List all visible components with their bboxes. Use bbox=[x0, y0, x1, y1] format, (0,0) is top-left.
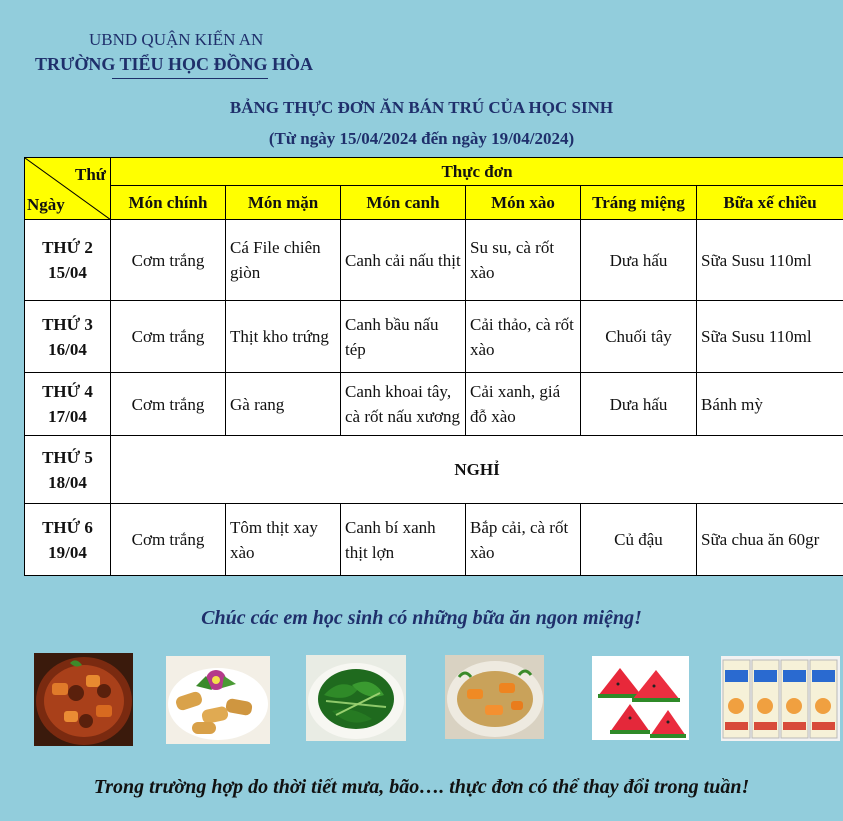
menu-cell: Sữa chua ăn 60gr bbox=[697, 504, 843, 576]
menu-cell: Cá File chiên giòn bbox=[226, 220, 341, 301]
col-header-dessert: Tráng miệng bbox=[581, 186, 697, 220]
table-row bbox=[25, 220, 843, 301]
menu-cell: Cơm trắng bbox=[111, 373, 226, 436]
stir-fried-greens-photo bbox=[306, 655, 406, 741]
school-name: TRƯỜNG TIỂU HỌC ĐỒNG HÒA bbox=[35, 54, 314, 74]
soup-photo bbox=[445, 655, 544, 739]
date-range: (Từ ngày 15/04/2024 đến ngày 19/04/2024) bbox=[268, 129, 575, 148]
menu-cell: Cơm trắng bbox=[111, 220, 226, 301]
menu-cell: Cải thảo, cà rốt xào bbox=[466, 301, 581, 373]
col-header-savory: Món mặn bbox=[226, 186, 341, 220]
beef-stew-photo bbox=[34, 653, 133, 746]
change-notice: Trong trường hợp do thời tiết mưa, bão…. thực đơn có thể thay đổi trong tuần! bbox=[93, 776, 750, 798]
menu-cell: Sữa Susu 110ml bbox=[697, 220, 843, 301]
menu-cell: Củ đậu bbox=[581, 504, 697, 576]
day-cell: THỨ 5 18/04 bbox=[25, 436, 111, 504]
wish-message: Chúc các em học sinh có những bữa ăn ngon miệng! bbox=[201, 607, 642, 629]
day-cell: THỨ 4 17/04 bbox=[25, 373, 111, 436]
menu-cell: Cải xanh, giá đỗ xào bbox=[466, 373, 581, 436]
school-underline bbox=[112, 78, 268, 79]
menu-cell: Cơm trắng bbox=[111, 301, 226, 373]
day-cell: THỨ 6 19/04 bbox=[25, 504, 111, 576]
table-row bbox=[25, 373, 843, 436]
table-row bbox=[25, 504, 843, 576]
col-header-main: Món chính bbox=[111, 186, 226, 220]
menu-cell: Canh bầu nấu tép bbox=[341, 301, 466, 373]
table-row bbox=[25, 301, 843, 373]
menu-cell: Su su, cà rốt xào bbox=[466, 220, 581, 301]
fried-fish-photo bbox=[166, 656, 270, 744]
menu-cell: Canh bí xanh thịt lợn bbox=[341, 504, 466, 576]
menu-cell: Dưa hấu bbox=[581, 373, 697, 436]
menu-cell: Canh cải nấu thịt bbox=[341, 220, 466, 301]
corner-weekday-label: Thứ bbox=[75, 165, 106, 184]
milk-boxes-photo bbox=[721, 656, 840, 741]
day-cell: THỨ 2 15/04 bbox=[25, 220, 111, 301]
menu-cell: Canh khoai tây, cà rốt nấu xương bbox=[341, 373, 466, 436]
menu-table bbox=[24, 157, 843, 576]
col-header-afternoon: Bữa xế chiều bbox=[697, 186, 843, 220]
day-off-cell: NGHỈ bbox=[111, 436, 843, 504]
corner-cell bbox=[25, 158, 111, 220]
menu-cell: Cơm trắng bbox=[111, 504, 226, 576]
menu-cell: Tôm thịt xay xào bbox=[226, 504, 341, 576]
menu-cell: Thịt kho trứng bbox=[226, 301, 341, 373]
menu-cell: Bắp cải, cà rốt xào bbox=[466, 504, 581, 576]
menu-cell: Chuối tây bbox=[581, 301, 697, 373]
col-header-soup: Món canh bbox=[341, 186, 466, 220]
watermelon-photo bbox=[592, 656, 689, 740]
corner-date-label: Ngày bbox=[27, 195, 65, 214]
table-row bbox=[25, 436, 843, 504]
menu-title: BẢNG THỰC ĐƠN ĂN BÁN TRÚ CỦA HỌC SINH bbox=[229, 98, 614, 117]
col-header-stirfry: Món xào bbox=[466, 186, 581, 220]
day-cell: THỨ 3 16/04 bbox=[25, 301, 111, 373]
menu-cell: Sữa Susu 110ml bbox=[697, 301, 843, 373]
district-name: UBND QUẬN KIẾN AN bbox=[89, 30, 264, 49]
menu-cell: Dưa hấu bbox=[581, 220, 697, 301]
menu-group-header: Thực đơn bbox=[111, 158, 843, 186]
menu-cell: Bánh mỳ bbox=[697, 373, 843, 436]
menu-cell: Gà rang bbox=[226, 373, 341, 436]
